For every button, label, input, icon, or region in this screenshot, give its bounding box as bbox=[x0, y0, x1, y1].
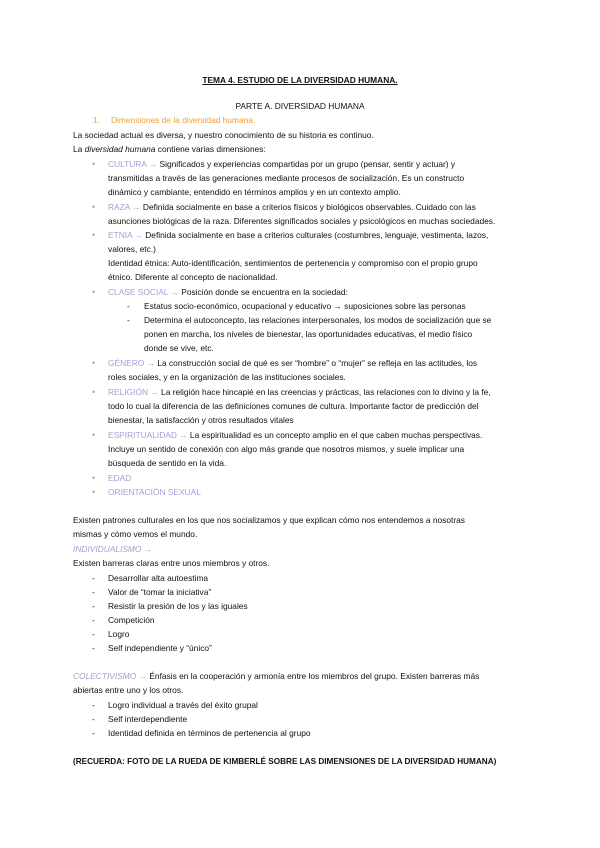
dash-icon: - bbox=[127, 301, 130, 311]
religion-line-3: bienestar, la satisfacción y otros resultados vitales bbox=[108, 415, 294, 425]
raza-text: Definida socialmente en base a criterios físicos y biológicos observables. Cuidado con las bbox=[140, 202, 476, 212]
bullet-icon: • bbox=[92, 230, 96, 240]
dash-icon: - bbox=[92, 700, 95, 710]
religion-line-1 bbox=[108, 387, 491, 398]
genero-label: GÉNERO → bbox=[108, 358, 155, 368]
clase-item-2-end: donde se vive, etc. bbox=[144, 343, 214, 353]
section-heading bbox=[93, 115, 255, 126]
section-number: 1. bbox=[93, 115, 100, 125]
etnia-label: ETNIA → bbox=[108, 230, 143, 240]
clase-item-2: Determina el autoconcepto, las relaciones interpersonales, los modos de socialización que se bbox=[144, 315, 492, 325]
bullet-icon: • bbox=[92, 159, 96, 169]
cultura-text: Significados y experiencias compartidas por un grupo (pensar, sentir y actuar) y bbox=[157, 159, 456, 169]
individualismo-item: Valor de “tomar la iniciativa” bbox=[108, 587, 212, 597]
intro-text-end: contiene varias dimensiones: bbox=[155, 144, 266, 154]
bullet-icon: • bbox=[92, 430, 96, 440]
clase-line-1 bbox=[108, 287, 348, 298]
orientacion-label: ORIENTACIÓN SEXUAL bbox=[108, 487, 201, 497]
colectivismo-line-2: abiertas entre uno y los otros. bbox=[73, 685, 184, 695]
individualismo-item: Desarrollar alta autoestima bbox=[108, 573, 209, 583]
colectivismo-item: Identidad definida en términos de pertenencia al grupo bbox=[108, 728, 311, 738]
patterns-line-2: mismas y cómo vemos el mundo. bbox=[73, 529, 198, 539]
espiritualidad-text: La espiritualidad es un concepto amplio en el que caben muchas perspectivas. bbox=[187, 430, 483, 440]
cultura-line-3: dinámico y cambiante, entendido en términos amplios y en un contexto amplio. bbox=[108, 187, 401, 197]
dash-icon: - bbox=[92, 643, 95, 653]
dash-icon: - bbox=[92, 728, 95, 738]
cultura-label: CULTURA → bbox=[108, 159, 158, 169]
raza-label: RAZA → bbox=[108, 202, 141, 212]
espiritualidad-line-2: Incluye un sentido de conexión con algo más grande que nosotros mismos, y suele implicar una bbox=[108, 444, 465, 454]
etnia-line-3: Identidad étnica: Auto-identificación, sentimientos de pertenencia y compromiso con el propio grupo bbox=[108, 258, 478, 268]
individualismo-item: Logro bbox=[108, 629, 130, 639]
dash-icon: - bbox=[92, 714, 95, 724]
document-title: TEMA 4. ESTUDIO DE LA DIVERSIDAD HUMANA. bbox=[202, 75, 398, 85]
etnia-text: Definida socialmente en base a criterios culturales (costumbres, lenguaje, vestimenta, lazos, bbox=[142, 230, 489, 240]
religion-label: RELIGIÓN → bbox=[108, 387, 159, 397]
individualismo-item: Competición bbox=[108, 615, 155, 625]
genero-line-2: roles sociales, y en la organización de las instituciones sociales. bbox=[108, 372, 346, 382]
etnia-line-4: étnico. Diferente al concepto de nacionalidad. bbox=[108, 272, 278, 282]
dash-icon: - bbox=[92, 587, 95, 597]
espiritualidad-label: ESPIRITUALIDAD → bbox=[108, 430, 188, 440]
dash-icon: - bbox=[92, 601, 95, 611]
individualismo-item: Resistir la presión de los y las iguales bbox=[108, 601, 248, 611]
espiritualidad-line-3: búsqueda de sentido en la vida. bbox=[108, 458, 227, 468]
raza-line-1 bbox=[108, 202, 476, 213]
intro-text: La bbox=[73, 144, 85, 154]
colectivismo-item: Logro individual a través del éxito grupal bbox=[108, 700, 258, 710]
part-heading: PARTE A. DIVERSIDAD HUMANA bbox=[235, 101, 365, 111]
intro-line-2 bbox=[73, 144, 266, 155]
genero-line-1 bbox=[108, 358, 477, 369]
bullet-icon: • bbox=[92, 473, 96, 483]
dash-icon: - bbox=[92, 573, 95, 583]
religion-line-2: todo lo cual la diferencia de las definiciones comunes de cultura. Importante factor de predicción del bbox=[108, 401, 479, 411]
cultura-line-1 bbox=[108, 159, 455, 170]
bullet-icon: • bbox=[92, 387, 96, 397]
clase-label: CLASE SOCIAL → bbox=[108, 287, 179, 297]
clase-text: Posición donde se encuentra en la sociedad: bbox=[178, 287, 348, 297]
dash-icon: - bbox=[92, 629, 95, 639]
raza-line-2: asunciones biológicas de la raza. Diferentes significados sociales y psicológicos en muchas sociedades. bbox=[108, 216, 496, 226]
genero-text: La construcción social de qué es ser “hombre” o “mujer” se refleja en las actitudes, los bbox=[155, 358, 478, 368]
bullet-icon: • bbox=[92, 202, 96, 212]
individualismo-item: Self independiente y “único” bbox=[108, 643, 212, 653]
clase-item-2-cont: ponen en marcha, los niveles de bienestar, las oportunidades educativas, el medio físico bbox=[144, 329, 473, 339]
dash-icon: - bbox=[92, 615, 95, 625]
bullet-icon: • bbox=[92, 287, 96, 297]
colectivismo-line-1 bbox=[73, 671, 479, 682]
colectivismo-item: Self interdependiente bbox=[108, 714, 188, 724]
colectivismo-text: Énfasis en la cooperación y armonía entre los miembros del grupo. Existen barreras más bbox=[147, 671, 480, 681]
religion-text: La religión hace hincapié en las creencias y prácticas, las relaciones con lo divino y la fe, bbox=[158, 387, 491, 397]
section-title: Dimensiones de la diversidad humana. bbox=[111, 115, 256, 125]
etnia-line-2: valores, etc.) bbox=[108, 244, 156, 254]
individualismo-intro: Existen barreras claras entre unos miembros y otros. bbox=[73, 558, 270, 568]
intro-italic: diversidad humana bbox=[84, 144, 156, 154]
patterns-line-1: Existen patrones culturales en los que nos socializamos y que explican cómo nos entendemos a nosotras bbox=[73, 515, 465, 525]
dash-icon: - bbox=[127, 315, 130, 325]
clase-item-1: Estatus socio-económico, ocupacional y educativo → suposiciones sobre las personas bbox=[144, 301, 466, 311]
espiritualidad-line-1 bbox=[108, 430, 482, 441]
bullet-icon: • bbox=[92, 358, 96, 368]
etnia-line-1 bbox=[108, 230, 488, 241]
recuerda-note: (RECUERDA: FOTO DE LA RUEDA DE KIMBERLÉ SOBRE LAS DIMENSIONES DE LA DIVERSIDAD HUMANA) bbox=[73, 757, 497, 766]
edad-label: EDAD bbox=[108, 473, 132, 483]
colectivismo-label: COLECTIVISMO → bbox=[73, 671, 147, 681]
individualismo-label: INDIVIDUALISMO → bbox=[73, 544, 153, 554]
cultura-line-2: transmitidas a través de las generaciones mediante procesos de socialización. Es un constructo bbox=[108, 173, 465, 183]
intro-line-1: La sociedad actual es diversa, y nuestro conocimiento de su historia es continuo. bbox=[73, 130, 374, 140]
bullet-icon: • bbox=[92, 487, 96, 497]
